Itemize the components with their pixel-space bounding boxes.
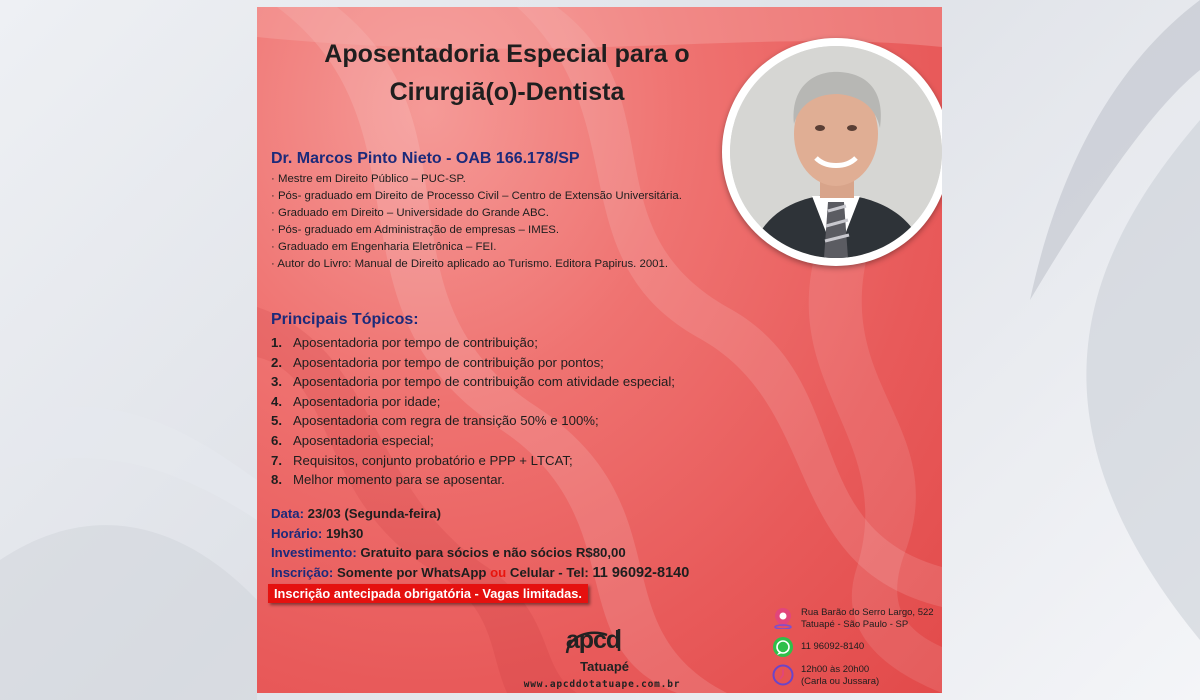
topic-item	[271, 470, 675, 490]
topic-item	[271, 333, 675, 353]
price-label: Investimento:	[271, 545, 357, 561]
topic-number: 3.	[271, 374, 282, 390]
logo-text: apcd	[565, 626, 621, 654]
topic-item	[271, 392, 675, 412]
topics-heading: Principais Tópicos:	[271, 311, 419, 328]
phone-text: 11 96092-8140	[801, 641, 865, 652]
topic-text: Aposentadoria por tempo de contribuição por pontos;	[293, 354, 604, 370]
hours-line: 12h00 às 20h00	[801, 664, 870, 675]
topic-number: 5.	[271, 413, 282, 429]
credential-item: · Graduado em Engenharia Eletrônica – FEI.	[271, 241, 497, 253]
signup-phone: 11 96092-8140	[592, 564, 690, 581]
topic-number: 6.	[271, 432, 282, 448]
topic-item	[271, 353, 675, 373]
topic-text: Aposentadoria com regra de transição 50% e 100%;	[293, 413, 599, 429]
topic-text: Requisitos, conjunto probatório e PPP + LTCAT;	[293, 452, 573, 468]
price-row	[271, 543, 689, 563]
logo-subtitle: Tatuapé	[580, 659, 629, 674]
credential-item: · Pós- graduado em Administração de empresas – IMES.	[271, 224, 560, 236]
topic-item	[271, 372, 675, 392]
topic-text: Melhor momento para se aposentar.	[293, 472, 505, 488]
topic-number: 1.	[271, 335, 282, 350]
clock-icon	[772, 664, 794, 686]
signup-label: Inscrição:	[271, 564, 334, 580]
time-label: Horário:	[271, 525, 323, 541]
topic-number: 2.	[271, 354, 282, 370]
topic-text: Aposentadoria especial;	[293, 432, 434, 448]
date-label: Data:	[271, 506, 304, 521]
address-text	[801, 607, 934, 630]
topic-number: 8.	[271, 472, 282, 488]
address-line: Tatuapé - São Paulo - SP	[801, 618, 909, 630]
event-details	[271, 504, 689, 583]
credential-item: · Mestre em Direito Público – PUC-SP.	[271, 173, 466, 185]
whatsapp-icon	[772, 636, 794, 658]
date-row	[271, 504, 689, 524]
notice-badge: Inscrição antecipada obrigatória - Vagas limitadas.	[268, 584, 588, 603]
signup-text: Somente por WhatsApp	[336, 564, 487, 580]
topic-item	[271, 411, 675, 431]
hours-line: (Carla ou Jussara)	[801, 675, 880, 687]
signup-text-2: Celular - Tel:	[509, 564, 589, 580]
topic-item	[271, 431, 675, 451]
signup-row	[271, 563, 689, 584]
speaker-photo	[730, 46, 942, 258]
price-value: Gratuito para sócios e não sócios R$80,00	[360, 545, 626, 561]
time-value: 19h30	[325, 525, 364, 541]
signup-or: ou	[490, 564, 507, 580]
event-title	[287, 35, 727, 111]
date-value: 23/03 (Segunda-feira)	[307, 506, 442, 521]
website-link[interactable]: www.apcddotatuape.com.br	[523, 679, 681, 690]
credential-item: · Pós- graduado em Direito de Processo Civil – Centro de Extensão Universitária.	[271, 190, 682, 202]
topics-list	[271, 333, 675, 490]
speaker-credentials	[271, 171, 682, 273]
hours-text	[801, 664, 879, 687]
topic-number: 4.	[271, 393, 282, 409]
topic-item	[271, 451, 675, 471]
title-line-2: Cirurgiã(o)-Dentista	[389, 78, 625, 106]
title-line-1: Aposentadoria Especial para o	[324, 40, 690, 68]
time-row	[271, 524, 689, 544]
topic-text: Aposentadoria por tempo de contribuição com atividade especial;	[293, 374, 675, 390]
address-line: Rua Barão do Serro Largo, 522	[801, 607, 934, 618]
topic-number: 7.	[271, 452, 282, 468]
speaker-photo-frame	[722, 38, 942, 266]
map-pin-icon	[772, 607, 794, 629]
credential-item: · Autor do Livro: Manual de Direito aplicado ao Turismo. Editora Papirus. 2001.	[271, 258, 668, 270]
event-flyer	[257, 7, 942, 693]
topic-text: Aposentadoria por tempo de contribuição;	[293, 335, 538, 350]
credential-item: · Graduado em Direito – Universidade do Grande ABC.	[271, 207, 549, 219]
topic-text: Aposentadoria por idade;	[293, 393, 441, 409]
speaker-name: Dr. Marcos Pinto Nieto - OAB 166.178/SP	[271, 150, 580, 167]
